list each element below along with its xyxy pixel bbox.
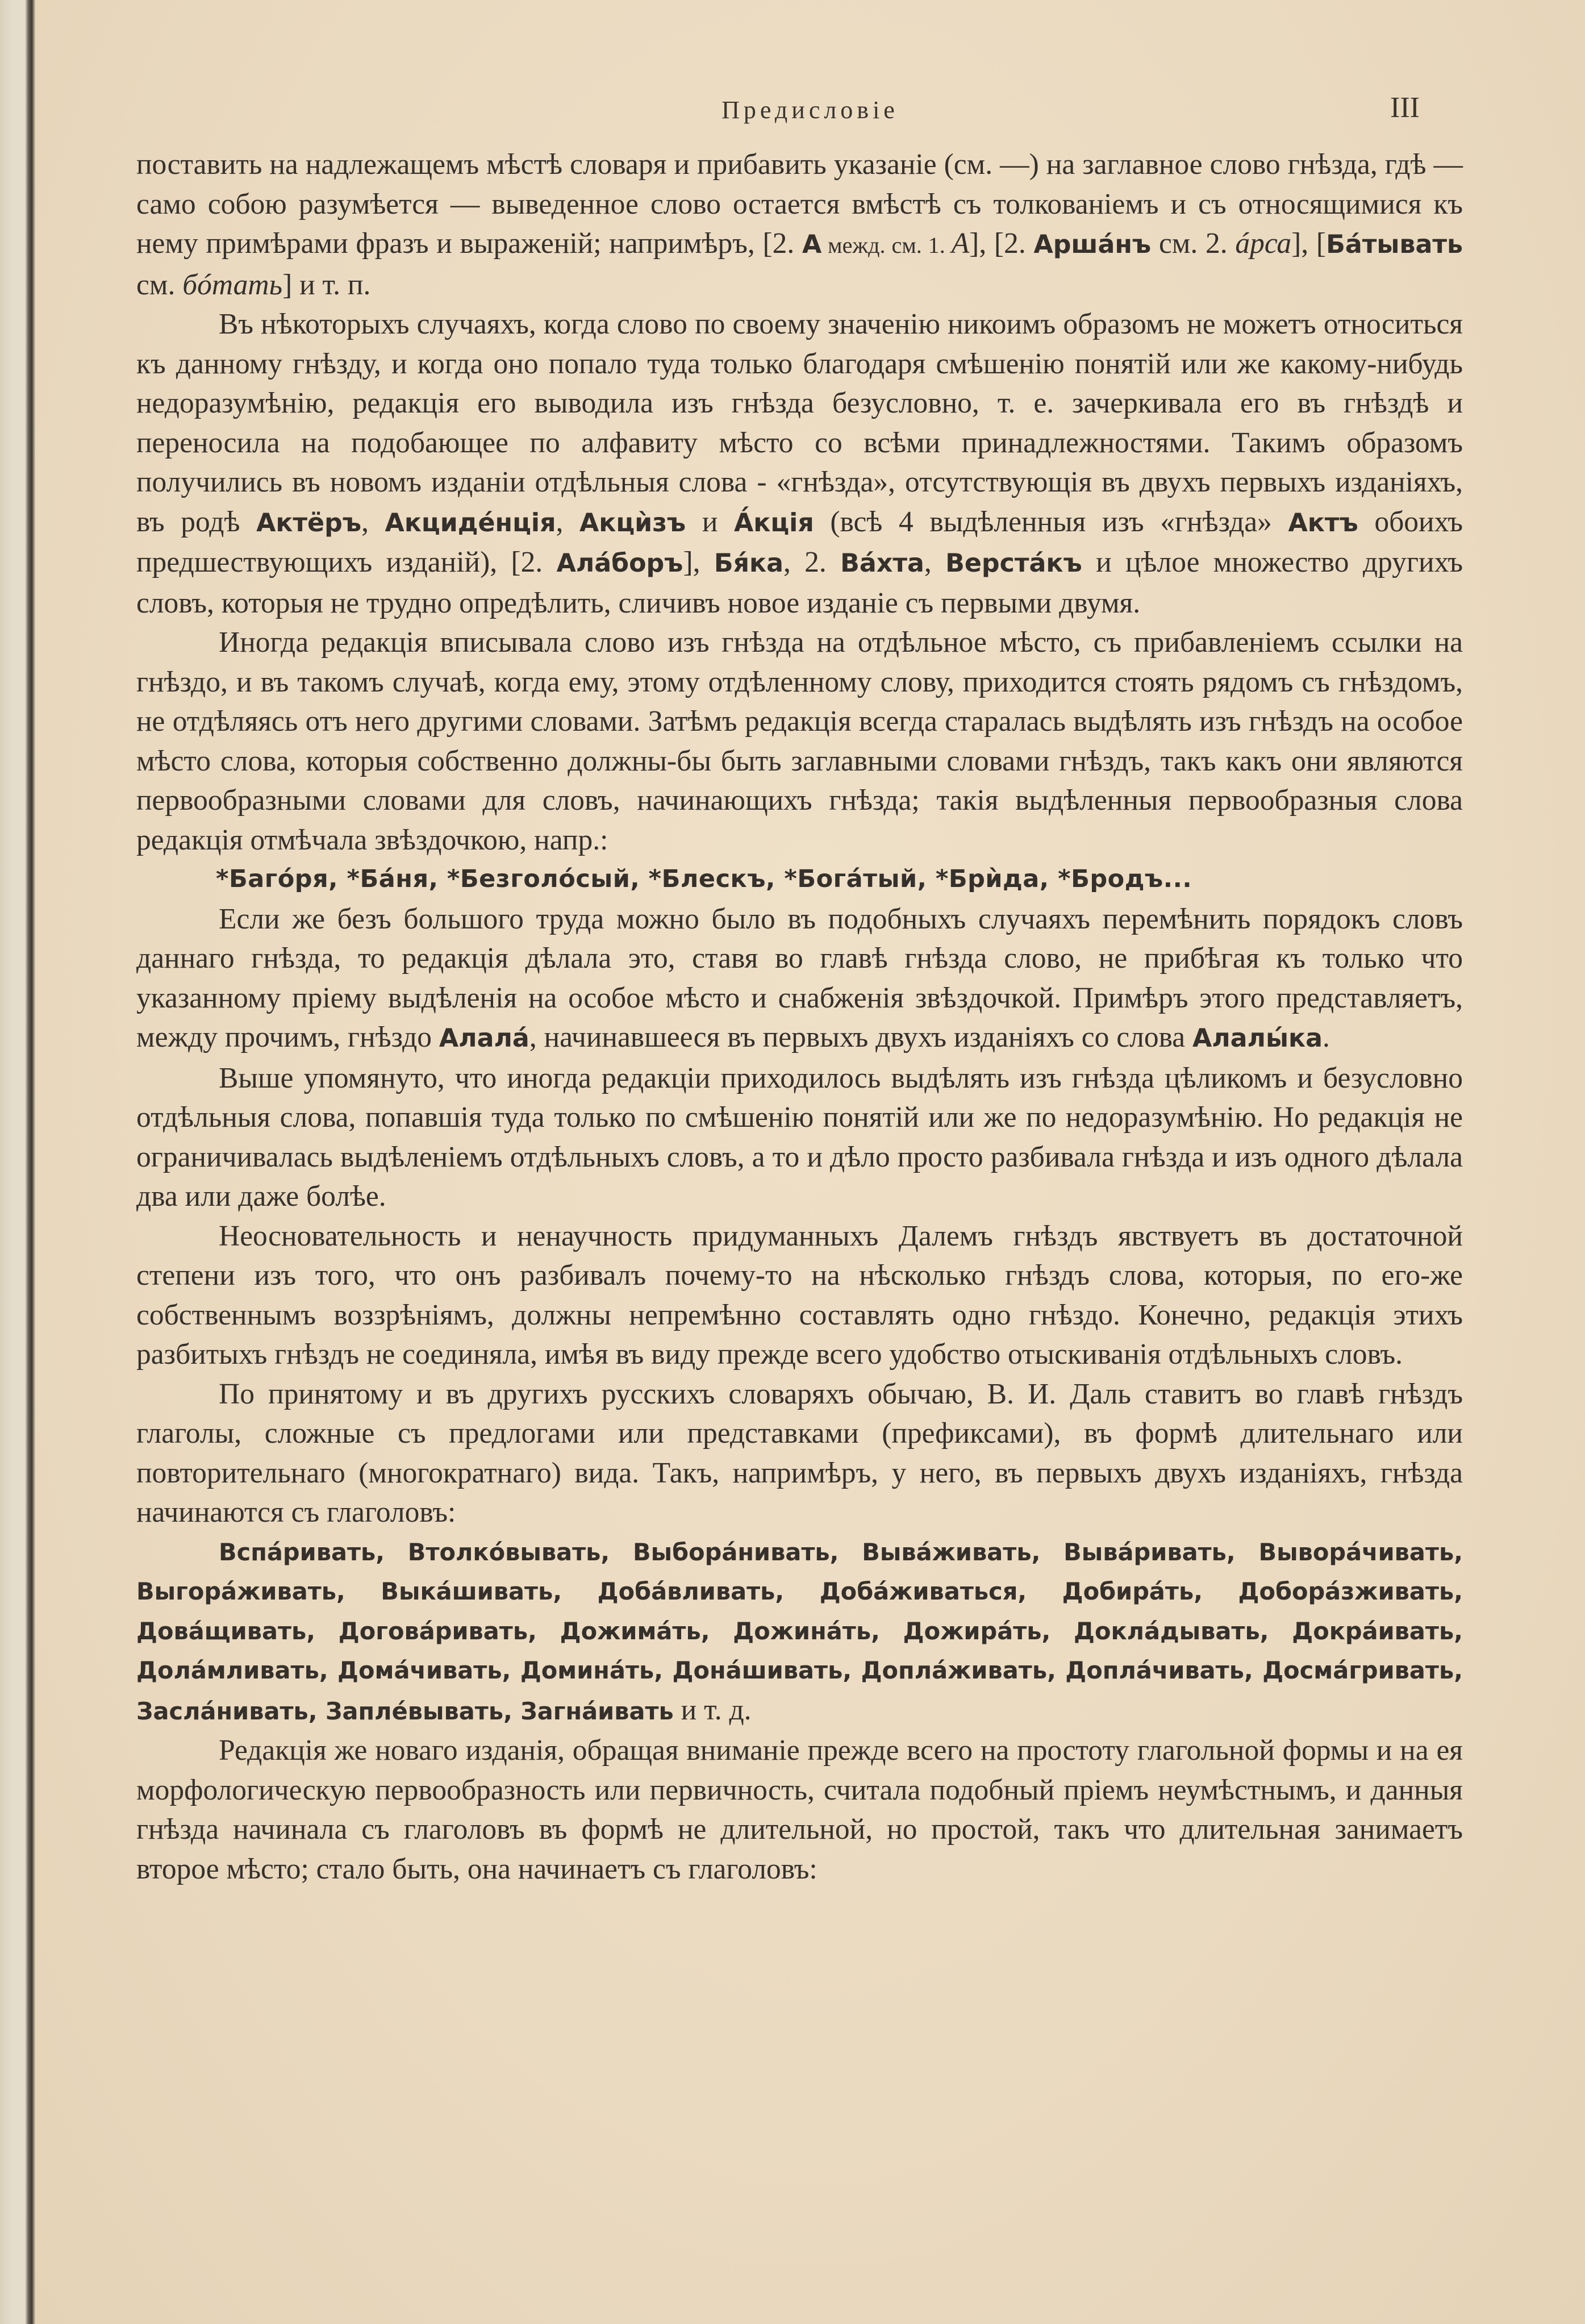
paragraph: [136, 1217, 1463, 1375]
headword: Бáтывать: [1326, 230, 1463, 259]
running-head: Предисловіе: [721, 96, 899, 124]
page-number: III: [1390, 91, 1420, 124]
headword: Алалы́ка: [1192, 1024, 1323, 1053]
headword: Бя́ка: [714, 549, 783, 578]
text-run: обоихъ предшествующихъ изданій), [2.: [136, 505, 1463, 578]
headword: Вáхта: [840, 549, 924, 578]
text-run: Вспáривать, Втолкóвывать, Выборáнивать, Вывáживать, Вывáривать, Выворáчивать, Выгорáживать, Выкáшивать, Добáвливать, Добáживаться, Добирáть, Доборáзживать, Довáщивать, Договáривать, Дожимáть, Дожинáть, Дожирáть, Доклáдывать, Докрáивать, Долáмливать, Домáчивать, Доминáть, Донáшивать, Доплáживать, Доплáчивать, Досмáгривать, Заслáнивать, Заплéвывать, Загнáивать: [136, 1538, 1463, 1725]
text-run: (всѣ 4 выдѣленныя изъ «гнѣзда»: [814, 505, 1288, 538]
paragraph: [136, 1059, 1463, 1217]
text-run: , 2.: [783, 546, 841, 578]
body-text: [136, 145, 1463, 1889]
text-run: *Багóря, *Бáня, *Безголóсый, *Блескъ, *Богáтый, *Брѝда, *Бродъ...: [216, 865, 1192, 893]
text-run: Иногда редакція вписывала слово изъ гнѣзда на отдѣльное мѣсто, съ прибавленіемъ ссылки на гнѣздо, и въ такомъ случаѣ, когда ему, этому отдѣленному слову, приходится стоять рядомъ съ гнѣздомъ, не отдѣляясь отъ него другими словами. Затѣмъ редакція всегда старалась выдѣлять изъ гнѣздъ на особое мѣсто слова, которыя собственно должны-бы быть заглавными словами гнѣздъ, такъ какъ они являются первообразными словами для словъ, начинающихъ гнѣзда; такія выдѣленныя первообразныя слова редакція отмѣчала звѣздочкою, напр.:: [136, 626, 1463, 856]
headword: А́кція: [734, 508, 814, 538]
headword: Верстáкъ: [945, 549, 1082, 578]
text-run: ], [2.: [969, 227, 1034, 260]
text-run: Если же безъ большого труда можно было въ подобныхъ случаяхъ перемѣнить порядокъ словъ даннаго гнѣзда, то редакція дѣлала это, ставя во главѣ гнѣзда слово, не прибѣгая къ только что указанному пріему выдѣленія на особое мѣсто и снабженія звѣздочкой. Примѣръ этого представляетъ, между прочимъ, гнѣздо: [136, 902, 1463, 1053]
text-run: и: [686, 505, 734, 538]
text-run: ], [: [1291, 227, 1327, 260]
text-run: и т. д.: [673, 1693, 752, 1726]
headword: Акцѝзъ: [579, 508, 686, 538]
text-run: По принятому и въ другихъ русскихъ словаряхъ обычаю, В. И. Даль ставитъ во главѣ гнѣздъ глаголы, сложные съ предлогами или представками (префиксами), въ формѣ длительнаго или повторительнаго (многократнаго) вида. Такъ, напримѣръ, у него, въ первыхъ двухъ изданіяхъ, гнѣзда начинаются съ глаголовъ:: [136, 1377, 1463, 1528]
text-run: ,: [361, 505, 385, 538]
paragraph: [136, 623, 1463, 860]
text-run: см.: [136, 268, 183, 301]
headword: Аршáнъ: [1033, 230, 1152, 259]
book-spine-edge: [0, 0, 35, 2324]
headword: Алáборъ: [556, 549, 683, 578]
paragraph: [136, 1375, 1463, 1532]
text-run: ],: [683, 546, 714, 578]
headword: Актёръ: [256, 508, 362, 538]
text-run: Выше упомянуто, что иногда редакціи приходилось выдѣлять изъ гнѣзда цѣликомъ и безусловно отдѣльныя слова, попавшія туда только по смѣшенію понятій или же по недоразумѣнію. Но редакція не ограничивалась выдѣленіемъ отдѣльныхъ словъ, а то и дѣло просто разбивала гнѣзда и изъ одного дѣлала два или даже болѣе.: [136, 1061, 1463, 1213]
text-run: ] и т. п.: [282, 268, 371, 301]
scanned-page: [35, 0, 1585, 2324]
text-run: поставить на надлежащемъ мѣстѣ словаря и прибавить указаніе (см. —) на заглавное слово гнѣзда, гдѣ — само собою разумѣется — выведенное слово остается вмѣстѣ съ толкованіемъ и съ относящимися къ нему примѣрами фразъ и выраженій; напримѣръ, [2.: [136, 148, 1463, 260]
paragraph: [136, 145, 1463, 305]
text-run: см. 2.: [1151, 227, 1236, 260]
text-run: и цѣлое множество другихъ словъ, которыя не трудно опредѣлить, сличивъ новое изданіе съ первыми двумя.: [136, 546, 1463, 619]
starred-examples: [136, 860, 1463, 899]
paragraph: [136, 1731, 1463, 1889]
text-run: , начинавшееся въ первыхъ двухъ изданіяхъ со слова: [529, 1021, 1192, 1053]
paragraph: [136, 305, 1463, 623]
italic-ref: бóтать: [182, 268, 283, 301]
verb-list: [136, 1532, 1463, 1731]
text-run: ,: [556, 505, 580, 538]
headword: Акцидéнція: [385, 508, 556, 538]
italic-ref: А: [951, 227, 970, 260]
text-run: .: [1322, 1021, 1330, 1053]
italic-ref: áрса: [1235, 227, 1292, 260]
text-run: ,: [924, 546, 946, 578]
abbrev: межд. см. 1.: [821, 232, 952, 258]
paragraph: [136, 899, 1463, 1059]
headword: А: [802, 230, 822, 259]
text-run: Неосновательность и ненаучность придуманныхъ Далемъ гнѣздъ явствуетъ въ достаточной степени изъ того, что онъ разбивалъ почему-то на нѣсколько гнѣздъ слова, которыя, по его-же собственнымъ воззрѣніямъ, должны непремѣнно составлять одно гнѣздо. Конечно, редакція этихъ разбитыхъ гнѣздъ не соединяла, имѣя въ виду прежде всего удобство отыскиванія отдѣльныхъ словъ.: [136, 1219, 1463, 1371]
headword: Алалá: [439, 1024, 529, 1053]
headword: Актъ: [1288, 508, 1358, 538]
text-run: Редакція же новаго изданія, обращая вниманіе прежде всего на простоту глагольной формы и на ея морфологическую первообразность или первичность, считала подобный пріемъ неумѣстнымъ, и данныя гнѣзда начинала съ глаголовъ въ формѣ не длительной, но простой, такъ что длительная занимаетъ второе мѣсто; стало быть, она начинаетъ съ глаголовъ:: [136, 1734, 1463, 1885]
text-run: Въ нѣкоторыхъ случаяхъ, когда слово по своему значенію никоимъ образомъ не можетъ относиться къ данному гнѣзду, и когда оно попало туда только благодаря смѣшенію понятій или же какому-нибудь недоразумѣнію, редакція его выводила изъ гнѣзда безусловно, т. е. зачеркивала его въ гнѣздѣ и переносила на подобающее по алфавиту мѣсто со всѣми принадлежностями. Такимъ образомъ получились въ новомъ изданіи отдѣльныя слова - «гнѣзда», отсутствующія въ двухъ первыхъ изданіяхъ, въ родѣ: [136, 308, 1463, 538]
